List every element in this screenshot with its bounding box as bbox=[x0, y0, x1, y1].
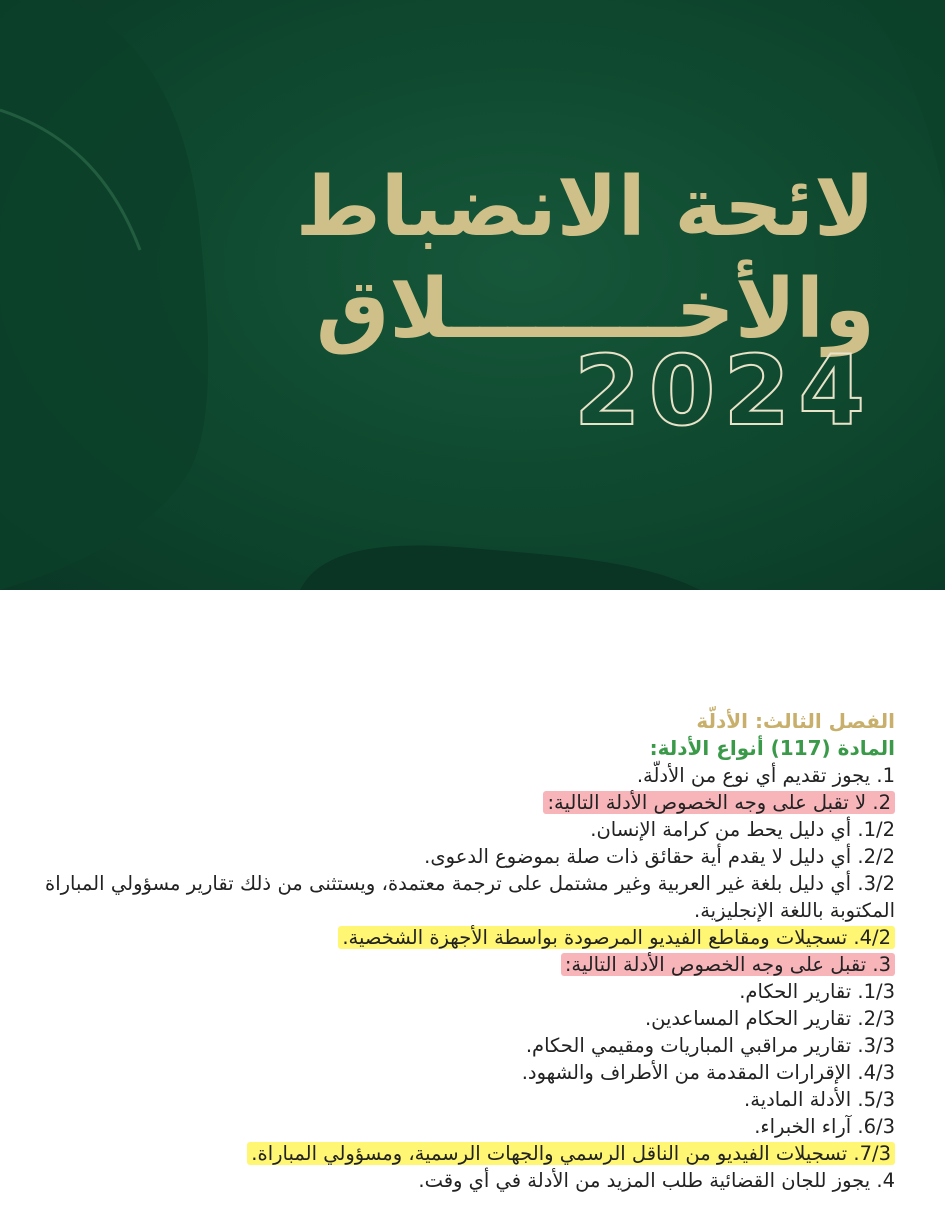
list-item-text: 2. لا تقبل على وجه الخصوص الأدلة التالية: bbox=[543, 791, 895, 814]
list-item bbox=[35, 978, 895, 1005]
list-item-text: 3. تقبل على وجه الخصوص الأدلة التالية: bbox=[561, 953, 895, 976]
list-item bbox=[35, 816, 895, 843]
list-item-text: 2/3. تقارير الحكام المساعدين. bbox=[644, 1007, 895, 1030]
list-item bbox=[35, 762, 895, 789]
list-item-text: 4/3. الإقرارات المقدمة من الأطراف والشهود. bbox=[521, 1061, 895, 1084]
list-item bbox=[45, 870, 895, 924]
list-item-text: 1/3. تقارير الحكام. bbox=[739, 980, 895, 1003]
list-item-text: 7/3. تسجيلات الفيديو من الناقل الرسمي والجهات الرسمية، ومسؤولي المباراة. bbox=[247, 1142, 895, 1165]
list-item bbox=[35, 1005, 895, 1032]
list-item-text: 2/2. أي دليل لا يقدم أية حقائق ذات صلة بموضوع الدعوى. bbox=[424, 845, 895, 868]
list-item bbox=[35, 789, 895, 816]
list-item bbox=[35, 1032, 895, 1059]
list-item bbox=[35, 1086, 895, 1113]
list-item-text: 4/2. تسجيلات ومقاطع الفيديو المرصودة بواسطة الأجهزة الشخصية. bbox=[338, 926, 895, 949]
list-item-text: 6/3. آراء الخبراء. bbox=[754, 1115, 895, 1138]
article-heading: المادة (117) أنواع الأدلة: bbox=[649, 736, 895, 760]
document-page bbox=[0, 590, 945, 1228]
cover-title-line1: لائحة الانضباط bbox=[295, 160, 875, 255]
list-item-text: 1. يجوز تقديم أي نوع من الأدلّة. bbox=[636, 764, 895, 787]
chapter-heading: الفصل الثالث: الأدلّة bbox=[696, 709, 895, 733]
list-item bbox=[35, 1167, 895, 1194]
list-item-text: 3/3. تقارير مراقبي المباريات ومقيمي الحكام. bbox=[525, 1034, 895, 1057]
cover-banner bbox=[0, 0, 945, 590]
list-item bbox=[35, 1059, 895, 1086]
list-item bbox=[35, 1140, 895, 1167]
list-item bbox=[35, 924, 895, 951]
list-item-text: 4. يجوز للجان القضائية طلب المزيد من الأدلة في أي وقت. bbox=[418, 1169, 895, 1192]
list-item bbox=[35, 1113, 895, 1140]
list-item-text: 1/2. أي دليل يحط من كرامة الإنسان. bbox=[590, 818, 895, 841]
list-item bbox=[35, 843, 895, 870]
list-item-text: 3/2. أي دليل بلغة غير العربية وغير مشتمل على ترجمة معتمدة، ويستثنى من ذلك تقارير مسؤولي المباراة المكتوبة باللغة الإنجليزية. bbox=[45, 872, 895, 922]
cover-title-line2: والأخــــــــلاق bbox=[315, 262, 875, 357]
list-item bbox=[35, 951, 895, 978]
evidence-list bbox=[35, 762, 895, 1194]
document-content bbox=[35, 708, 895, 1194]
cover-year: 2024 bbox=[573, 335, 873, 447]
list-item-text: 5/3. الأدلة المادية. bbox=[744, 1088, 895, 1111]
